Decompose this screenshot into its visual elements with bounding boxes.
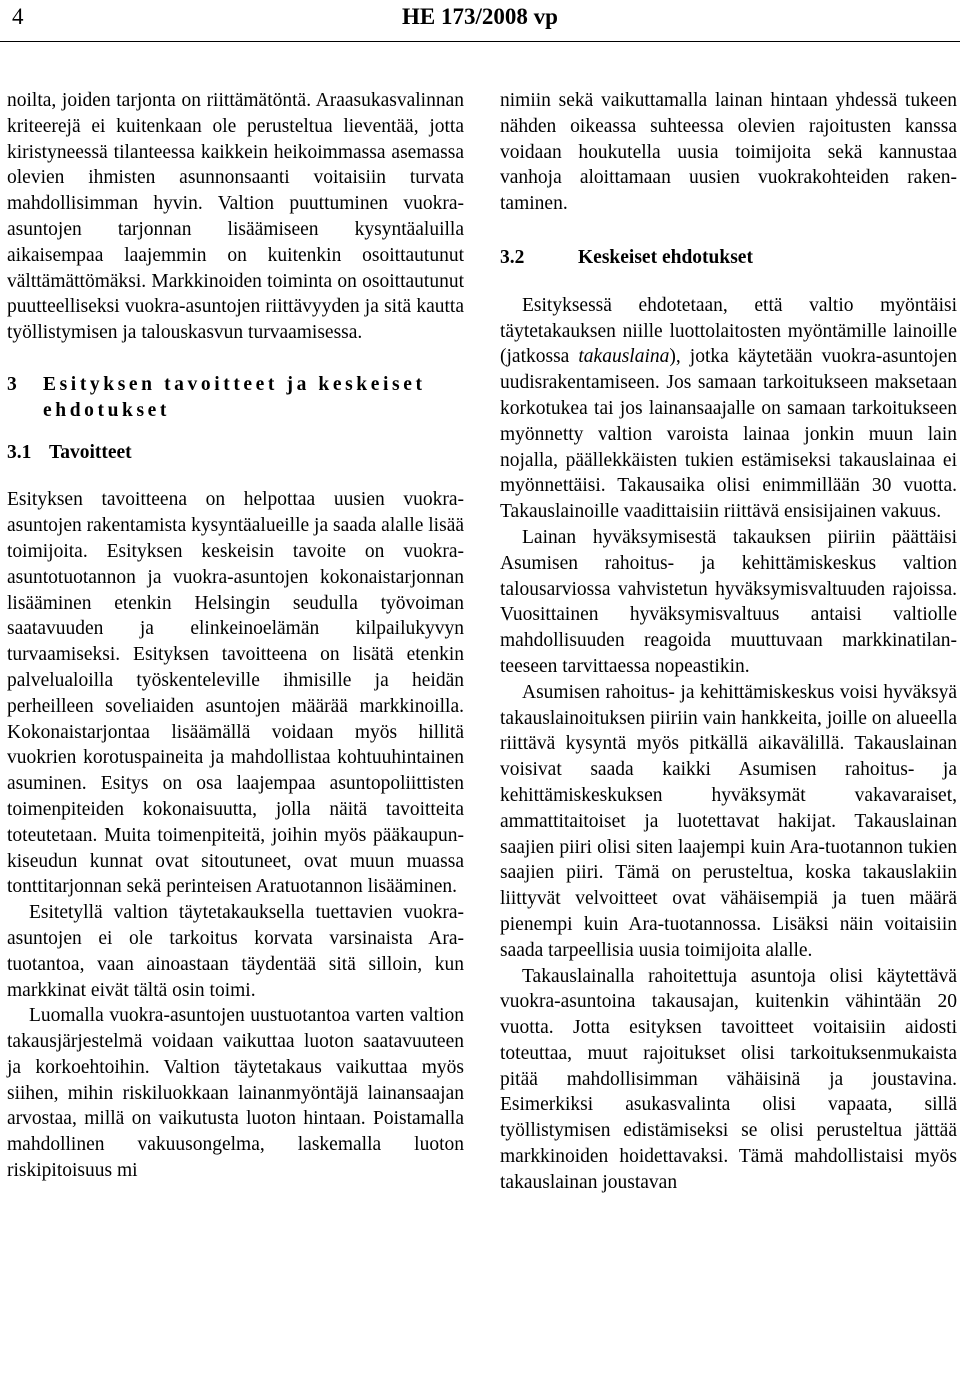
page-number: 4 bbox=[12, 4, 24, 29]
paragraph-proposal bbox=[500, 293, 957, 525]
paragraph-approval: Lainan hyväksymisestä takauksen piiriin päättäisi Asumisen rahoitus- ja kehittämiskeskus valtion talousarviossa vahvistetun hyväksymisvaltuuden rajoissa. Vuosittainen hyväksymisvaltuus antaisi valtiolle mahdollisuuden reagoida muuttuvaan markkinatilanteeseen tarvittaessa nopeastikin. bbox=[500, 526, 957, 677]
subsection-number: 3.1 bbox=[7, 441, 32, 463]
subsection-number: 3.2 bbox=[500, 246, 525, 268]
subsection-title: Keskeiset ehdotukset bbox=[578, 246, 753, 268]
paragraph-guarantee: Luomalla vuokra-asuntojen uustuotantoa varten valtion takausjärjestelmä voidaan vaikuttaa luoton saatavuuteen ja korkoehtoihin. Valtion täytetakaus vaikuttaa myös siihen, mihin riskiluokkaan lainanmyöntäjä lainansaajan arvostaa, millä on vaikutusta luoton hintaan. Poistamalla mahdollinen vakuusongelma, laskemalla luoton riskipitoisuus mi bbox=[7, 1005, 464, 1182]
subsection-title: Tavoitteet bbox=[49, 441, 132, 463]
section-heading bbox=[7, 372, 464, 424]
right-column bbox=[500, 88, 957, 1196]
section-number: 3 bbox=[7, 373, 17, 395]
subsection-heading-proposals bbox=[500, 245, 957, 271]
document-id: HE 173/2008 vp bbox=[402, 4, 558, 29]
paragraph-financed: Takauslainalla rahoitettuja asuntoja olisi käytettävä vuokra-asuntoina takausajan, kuitenkin vähintään 20 vuotta. Jotta esityksen tavoitteet voitaisiin aidosti toteuttaa, muut rajoitukset olisi tarkoituksenmukaista pitää mahdollisimman vähäisinä ja joustavina. Esimerkiksi asukasvalinta olisi vapaata, sillä työllistymisen edistämiseksi se olisi perusteltua jättää markkinoiden hoidettavaksi. Tämä mahdollistaisi myös takauslainan joustavan bbox=[500, 965, 957, 1193]
section-title: Esityksen tavoitteet ja keskeiset ehdotukset bbox=[43, 373, 426, 421]
paragraph-intro: noilta, joiden tarjonta on riittämätöntä. Araasukasvalinnan kriteerejä ei kuitenkaan ole perusteltua lieventää, jotta kiristyneessä tilanteessa kaikkein heikoimmassa asemassa olevien ihmisten asunnonsaanti voitaisiin turvata mahdollisimman hyvin. Valtion puuttuminen vuokra-asuntojen tarjonnan lisäämiseen kysyntäaluilla aikaisempaa laajemmin on kuitenkin osoittautunut välttämättömäksi. Markkinoiden toiminta on osoittautunut puutteelliseksi vuokra-asuntojen riittävyyden ja sitä kautta työllistymisen ja talouskasvun turvaamisessa. bbox=[7, 90, 464, 344]
page-header bbox=[0, 0, 960, 48]
proposal-term: takauslaina bbox=[578, 346, 670, 368]
left-column bbox=[7, 88, 464, 1184]
paragraph-goals: Esityksen tavoitteena on helpottaa uusien vuokra-asuntojen rakentamista kysyntäalueille ja saada alalle lisää toimijoita. Esityksen keskeisin tavoite on vuokra-asuntotuotannon ja vuokra-asuntojen kokonaistarjonnan lisääminen etenkin Helsingin seudulla työvoiman saatavuuden ja elinkeinoelämän kilpailukyvyn turvaamiseksi. Esityksen tavoitteena on lisätä etenkin palvelualoilla työskenteleville ihmisille ja heidän perheilleen soveliaiden asuntojen määrää markkinoilla. Kokonaistarjontaa lisäämällä voidaan myös hillitä vuokrien korotuspaineita ja mahdollistaa kohtuuhintainen asuminen. Esitys on osa laajempaa asuntopoliittisten toimenpiteiden kokonaisuutta, jolla näitä tavoitteita toteutetaan. Muita toimenpiteitä, joihin myös pääkaupunkiseudun kunnat ovat sitoutuneet, ovat muun muassa tonttitarjonnan sekä perinteisen Aratuotannon lisääminen. bbox=[7, 489, 464, 898]
subsection-heading-goals bbox=[7, 440, 464, 466]
proposal-text-end: ), jotka käytetään vuokra-asuntojen uudisrakentamiseen. Jos samaan tarkoitukseen maksetaan korkotukea tai jos lainansaajalle on samaan tarkoitukseen myönnetty valtion varoista lainaa jonkin muun lain nojalla, päällekkäisten tukien estämiseksi takauslainaa ei myönnettäisi. Takausaika olisi enimmillään 30 vuotta. Takauslainoille vaadittaisiin riittävä ensisijainen vakuus. bbox=[500, 346, 957, 523]
header-divider bbox=[0, 41, 960, 42]
paragraph-centre: Asumisen rahoitus- ja kehittämiskeskus voisi hyväksyä takauslainoituksen piiriin vain hankkeita, joille on alueella riittävä kysyntä myös pitkällä aikavälillä. Takauslainan voisivat saada kaikki Asumisen rahoitus- ja kehittämiskeskuksen hyväksymät vakavaraiset, ammattitaitoiset ja luotettavat hakijat. Takauslainan saajien piiri olisi siten laajempi kuin Ara-tuotannon tukien saajien piiri. Tämä on perusteltua, koska takauslakiin liittyvät velvoitteet ovat vähäisempiä ja tuen määrä pienempi kuin Ara-tuotannossa. Lisäksi näin voitaisiin saada tarpeellisia uusia toimijoita alalle. bbox=[500, 681, 957, 961]
proposal-text-start: Esityksessä ehdotetaan, että valtio myöntäisi täytetakauksen niille luottolaitosten myöntämille lainoille (jatkossa bbox=[500, 294, 957, 368]
paragraph-continued: nimiin sekä vaikuttamalla lainan hintaan yhdessä tukeen nähden oikeassa suhteessa olevien rajoitusten kanssa voidaan houkutella uusia toimijoita sekä kannustaa vanhoja aloittamaan uusien vuokrakohteiden rakentaminen. bbox=[500, 90, 957, 215]
paragraph-subsidy: Esitetyllä valtion täytetakauksella tuettavien vuokra-asuntojen ei ole tarkoitus korvata varsinaista Ara-tuotantoa, vaan ainoastaan täydentää sitä silloin, kun markkinat eivät tältä osin toimi. bbox=[7, 902, 464, 1001]
